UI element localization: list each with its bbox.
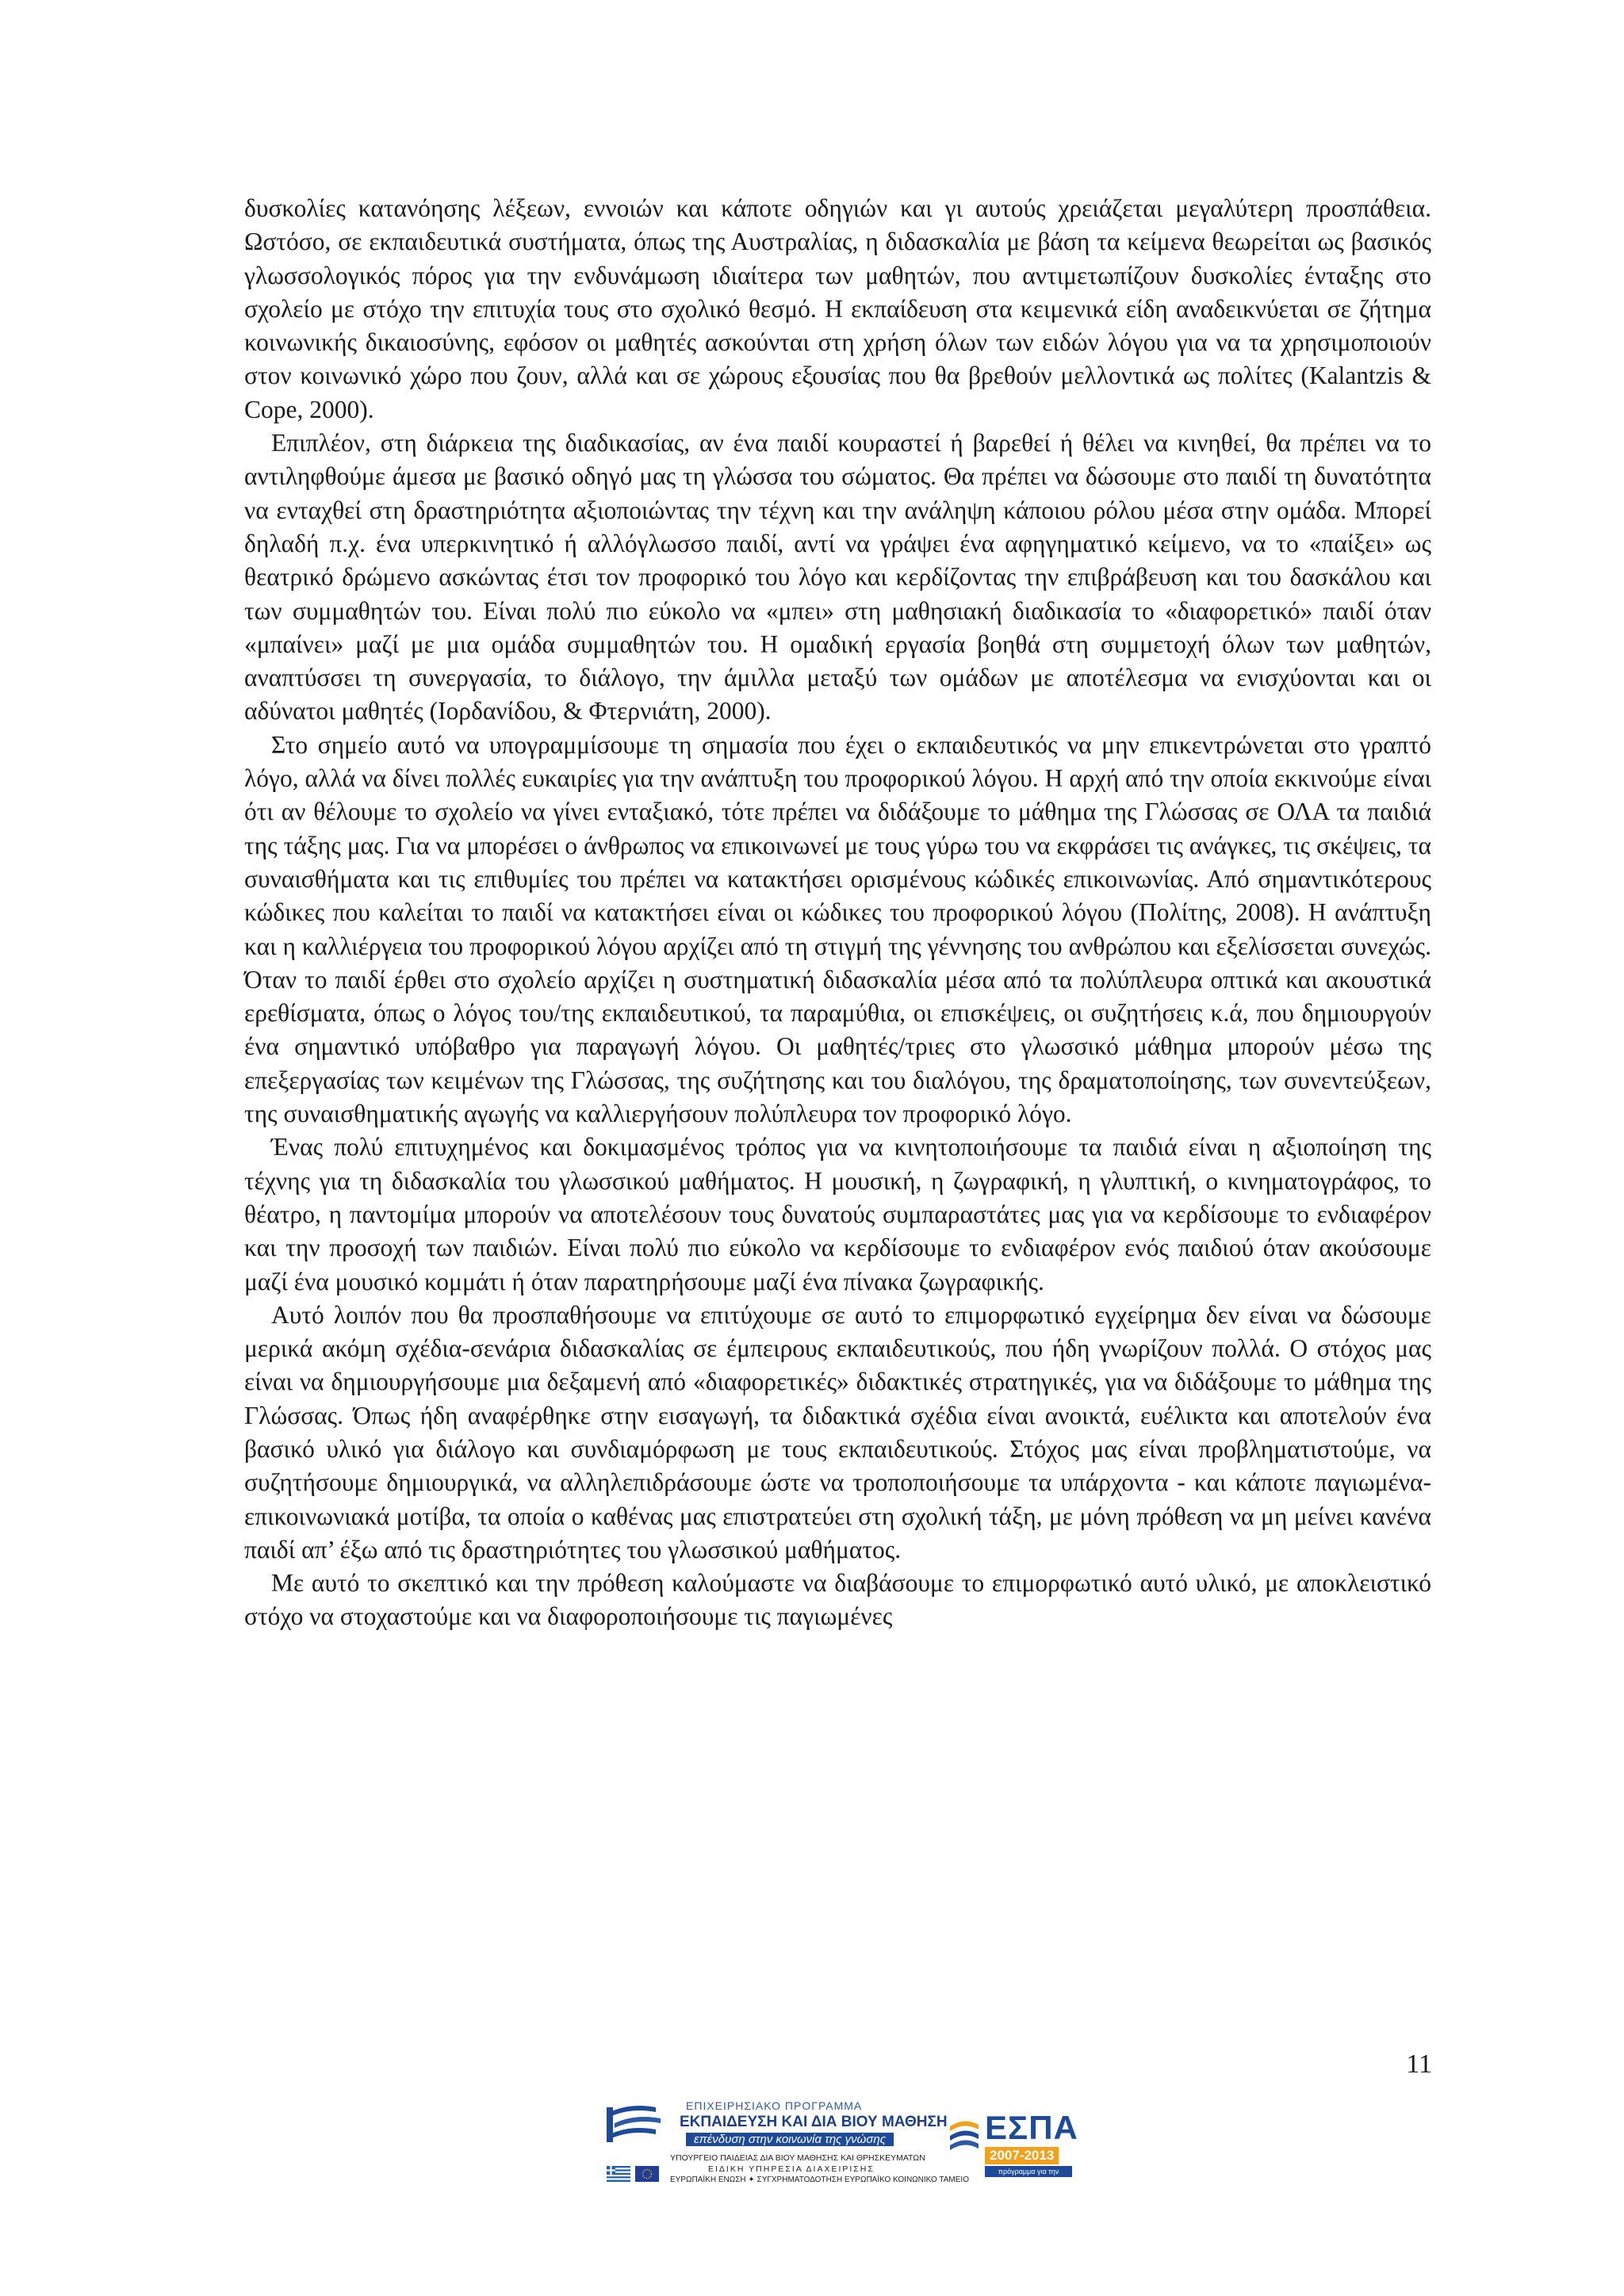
paragraph-5: Αυτό λοιπόν που θα προσπαθήσουμε να επιτύχουμε σε αυτό το επιμορφωτικό εγχείρημα δεν είναι να δώσουμε μερικά ακόμη σχέδια-σενάρια διδασκαλίας σε έμπειρους εκπαιδευτικούς, που ήδη γνωρίζουν πολλά. Ο στόχος μας είναι να δημιουργήσουμε μια δεξαμενή από «διαφορετικές» διδακτικές στρατηγικές, για να διδάξουμε το μάθημα της Γλώσσας. Όπως ήδη αναφέρθηκε στην εισαγωγή, τα διδακτικά σχέδια είναι ανοικτά, ευέλικτα και αποτελούν ένα βασικό υλικό για διάλογο και συνδιαμόρφωση με τους εκπαιδευτικούς. Στόχος μας είναι προβληματιστούμε, να συζητήσουμε δημιουργικά, να αλληλεπιδράσουμε ώστε να τροποποιήσουμε τα υπάρχοντα - και κάποτε παγιωμένα- επικοινωνιακά μοτίβα, τα οποία ο καθένας μας επιστρατεύει στη σχολική τάξη, με μόνη πρόθεση να μη μείνει κανένα παιδί απ’ έξω από τις δραστηριότητες του γλωσσικού μαθήματος.	[244, 1300, 1431, 1563]
paragraph-4: Ένας πολύ επιτυχημένος και δοκιμασμένος τρόπος για να κινητοποιήσουμε τα παιδιά είναι η αξιοποίηση της τέχνης για τη διδασκαλία του γλωσσικού μαθήματος. Η μουσική, η ζωγραφική, η γλυπτική, ο κινηματογράφος, το θέατρο, η παντομίμα μπορούν να αποτελέσουν τους δυνατούς συμπαραστάτες μας για να κερδίσουμε το ενδιαφέρον και την προσοχή των παιδιών. Είναι πολύ πιο εύκολο να κερδίσουμε το ενδιαφέρον ενός παιδιού όταν ακούσουμε μαζί ένα μουσικό κομμάτι ή όταν παρατηρήσουμε μαζί ένα πίνακα ζωγραφικής.	[244, 1133, 1431, 1295]
eu-flag-icon	[635, 2166, 659, 2182]
program-logo-line4: ΥΠΟΥΡΓΕΙΟ ΠΑΙΔΕΙΑΣ ΔΙΑ ΒΙΟΥ ΜΑΘΗΣΗΣ ΚΑΙ ΘΡΗΣΚΕΥΜΑΤΩΝ	[670, 2153, 925, 2163]
greek-flag-icon	[607, 2166, 630, 2182]
paragraph-2: Επιπλέον, στη διάρκεια της διαδικασίας, αν ένα παιδί κουραστεί ή βαρεθεί ή θέλει να κινηθεί, θα πρέπει να το αντιληφθούμε άμεσα με βασικό οδηγό μας τη γλώσσα του σώματος. Θα πρέπει να δώσουμε στο παιδί τη δυνατότητα να ενταχθεί στη δραστηριότητα αξιοποιώντας την τέχνη και την ανάληψη κάποιου ρόλου μέσα στην ομάδα. Μπορεί δηλαδή π.χ. ένα υπερκινητικό ή αλλόγλωσσο παιδί, αντί να γράψει ένα αφηγηματικό κείμενο, να το «παίξει» ως θεατρικό δρώμενο ασκώντας έτσι τον προφορικό του λόγο και κερδίζοντας την επιβράβευση και του δασκάλου και των συμμαθητών του. Είναι πολύ πιο εύκολο να «μπει» στη μαθησιακή διαδικασία το «διαφορετικό» παιδί όταν «μπαίνει» μαζί με μια ομάδα συμμαθητών του. Η ομαδική εργασία βοηθά στη συμμετοχή όλων των μαθητών, αναπτύσσει τη συνεργασία, το διάλογο, την άμιλλα μεταξύ των ομάδων με αποτέλεσμα να ενισχύονται και οι αδύνατοι μαθητές (Ιορδανίδου, & Φτερνιάτη, 2000).	[244, 429, 1431, 725]
program-logo	[607, 2099, 969, 2196]
espa-mark-icon	[947, 2117, 982, 2152]
espa-slogan: πρόγραμμα για την ανάπτυξη	[985, 2166, 1072, 2177]
espa-logo	[947, 2109, 1082, 2196]
page-number: 11	[1406, 2049, 1432, 2079]
program-logo-icon	[607, 2099, 678, 2152]
program-logo-line3: επένδυση στην κοινωνία της γνώσης	[686, 2133, 894, 2146]
paragraph-1: δυσκολίες κατανόησης λέξεων, εννοιών και κάποτε οδηγιών και γι αυτούς χρειάζεται μεγαλύτερη προσπάθεια. Ωστόσο, σε εκπαιδευτικά συστήματα, όπως της Αυστραλίας, η διδασκαλία με βάση τα κείμενα θεωρείται ως βασικός γλωσσολογικός πόρος για την ενδυνάμωση ιδιαίτερα των μαθητών, που αντιμετωπίζουν δυσκολίες ένταξης στο σχολείο με στόχο την επιτυχία τους στο σχολικό θεσμό. Η εκπαίδευση στα κειμενικά είδη αναδεικνύεται σε ζήτημα κοινωνικής δικαιοσύνης, εφόσον οι μαθητές ασκούνται στη χρήση όλων των ειδών λόγου για να τα χρησιμοποιούν στον κοινωνικό χώρο που ζουν, αλλά και σε χώρους εξουσίας που θα βρεθούν μελλοντικά ως πολίτες (Kalantzis & Cope, 2000).	[244, 194, 1431, 423]
document-body	[244, 192, 1431, 1634]
program-logo-line2: ΕΚΠΑΙΔΕΥΣΗ ΚΑΙ ΔΙΑ ΒΙΟΥ ΜΑΘΗΣΗ	[680, 2114, 948, 2130]
paragraph-3: Στο σημείο αυτό να υπογραμμίσουμε τη σημασία που έχει ο εκπαιδευτικός να μην επικεντρώνεται στο γραπτό λόγο, αλλά να δίνει πολλές ευκαιρίες για την ανάπτυξη του προφορικού λόγου. Η αρχή από την οποία εκκινούμε είναι ότι αν θέλουμε το σχολείο να γίνει ενταξιακό, τότε πρέπει να διδάξουμε το μάθημα της Γλώσσας σε ΟΛΑ τα παιδιά της τάξης μας. Για να μπορέσει ο άνθρωπος να επικοινωνεί με τους γύρω του να εκφράσει τις ανάγκες, τις σκέψεις, τα συναισθήματα και τις επιθυμίες του πρέπει να κατακτήσει ορισμένους κώδικές επικοινωνίας. Από σημαντικότερους κώδικες που καλείται το παιδί να κατακτήσει είναι οι κώδικες του προφορικού λόγου (Πολίτης, 2008). Η ανάπτυξη και η καλλιέργεια του προφορικού λόγου αρχίζει από τη στιγμή της γέννησης του ανθρώπου και εξελίσσεται συνεχώς. Όταν το παιδί έρθει στο σχολείο αρχίζει η συστηματική διδασκαλία μέσα από τα πολύπλευρα οπτικά και ακουστικά ερεθίσματα, όπως ο λόγος του/της εκπαιδευτικού, τα παραμύθια, οι επισκέψεις, οι συζητήσεις κ.ά, που δημιουργούν ένα σημαντικό υπόβαθρο για παραγωγή λόγου. Οι μαθητές/τριες στο γλωσσικό μάθημα μπορούν μέσω της επεξεργασίας των κειμένων της Γλώσσας, της συζήτησης και του διαλόγου, της δραματοποίησης, των συνεντεύξεων, της συναισθηματικής αγωγής να καλλιεργήσουν πολύπλευρα τον προφορικό λόγο.	[244, 730, 1431, 1128]
program-logo-line1: ΕΠΙΧΕΙΡΗΣΙΑΚΟ ΠΡΟΓΡΑΜΜΑ	[686, 2099, 863, 2112]
espa-years: 2007-2013	[985, 2147, 1059, 2164]
paragraph-6: Με αυτό το σκεπτικό και την πρόθεση καλούμαστε να διαβάσουμε το επιμορφωτικό αυτό υλικό, με αποκλειστικό στόχο να στοχαστούμε και να διαφοροποιήσουμε τις παγιωμένες	[244, 1569, 1431, 1631]
flags-group	[607, 2155, 665, 2183]
espa-word: ΕΣΠΑ	[985, 2109, 1078, 2146]
program-logo-line5: ΕΙΔΙΚΗ ΥΠΗΡΕΣΙΑ ΔΙΑΧΕΙΡΙΣΗΣ	[708, 2164, 875, 2174]
program-logo-line6: ΕΥΡΩΠΑΪΚΗ ΕΝΩΣΗ ✦ ΣΥΓΧΡΗΜΑΤΟΔΟΤΗΣΗ ΕΥΡΩΠΑΪΚΟ ΚΟΙΝΩΝΙΚΟ ΤΑΜΕΙΟ	[670, 2175, 969, 2184]
